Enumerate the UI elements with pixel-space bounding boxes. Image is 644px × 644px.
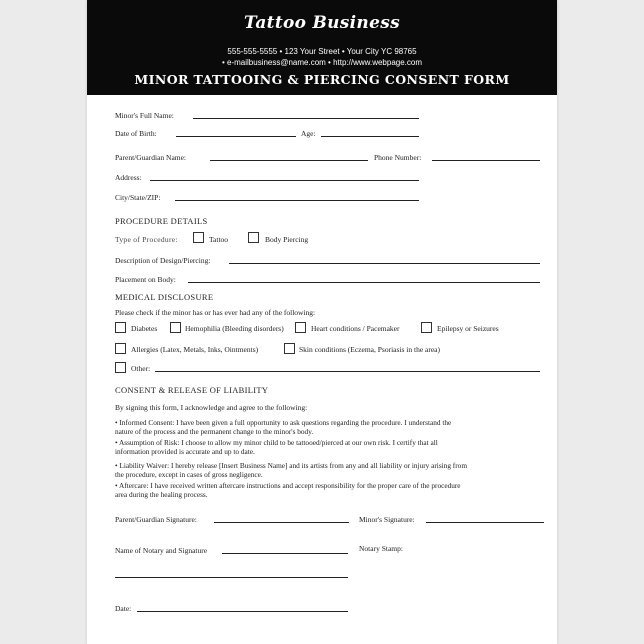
allergies-checkbox[interactable] [115,343,126,354]
consent-heading: CONSENT & RELEASE OF LIABILITY [115,385,269,395]
business-name: Tattoo Business [244,13,400,33]
contact-line-2: • e-mailbusiness@name.com • http://www.webpage.com [221,58,423,67]
diabetes-checkbox[interactable] [115,322,126,333]
tattoo-option-label: Tattoo [209,235,229,244]
liability-waiver-line-2: the procedure, except in cases of gross negligence. [115,470,263,479]
assumption-of-risk-line-1: • Assumption of Risk: I choose to allow my minor child to be tattooed/pierced at our own risk. I certify that all [115,438,438,447]
hemophilia-checkbox[interactable] [170,322,181,333]
consent-intro: By signing this form, I acknowledge and agree to the following: [115,403,308,412]
placement-field[interactable] [188,282,540,283]
hemophilia-label: Hemophilia (Bleeding disorders) [185,324,284,333]
informed-consent-line-2: nature of the process and the permanent change to the minor's body. [115,427,314,436]
dob-field[interactable] [176,136,296,137]
procedure-heading: PROCEDURE DETAILS [115,216,208,226]
assumption-of-risk-line-2: information provided is accurate and up to date. [115,447,255,456]
guardian-signature-field[interactable] [214,522,349,523]
form-header [87,0,557,95]
notary-signature-field[interactable] [115,577,348,578]
allergies-label: Allergies (Latex, Metals, Inks, Ointments) [131,345,259,354]
guardian-signature-label: Parent/Guardian Signature: [115,515,197,524]
heart-conditions-checkbox[interactable] [295,322,306,333]
other-field[interactable] [155,371,540,372]
address-field[interactable] [150,180,419,181]
epilepsy-label: Epilepsy or Seizures [437,324,499,333]
notary-stamp-label: Notary Stamp: [359,544,403,553]
address-label: Address: [115,173,142,182]
minor-signature-field[interactable] [426,522,544,523]
description-field[interactable] [229,263,540,264]
heart-conditions-label: Heart conditions / Pacemaker [311,324,400,333]
informed-consent-line-1: • Informed Consent: I have been given a full opportunity to ask questions regarding the procedure. I understand the [115,418,452,427]
medical-heading: MEDICAL DISCLOSURE [115,292,214,302]
body-piercing-checkbox[interactable] [248,232,259,243]
form-title: MINOR TATTOOING & PIERCING CONSENT FORM [134,72,510,87]
age-label: Age: [301,129,316,138]
contact-line-1: 555-555-5555 • 123 Your Street • Your City YC 98765 [227,47,417,56]
notary-name-label: Name of Notary and Signature [115,546,208,555]
tattoo-checkbox[interactable] [193,232,204,243]
minor-name-field[interactable] [193,118,419,119]
minor-signature-label: Minor's Signature: [359,515,415,524]
epilepsy-checkbox[interactable] [421,322,432,333]
diabetes-label: Diabetes [131,324,158,333]
skin-conditions-label: Skin conditions (Eczema, Psoriasis in the area) [299,345,441,354]
guardian-name-field[interactable] [210,160,368,161]
placement-label: Placement on Body: [115,275,176,284]
aftercare-line-1: • Aftercare: I have received written aftercare instructions and accept responsibility for the proper care of the procedure [115,481,461,490]
skin-conditions-checkbox[interactable] [284,343,295,354]
other-checkbox[interactable] [115,362,126,373]
medical-intro: Please check if the minor has or has ever had any of the following: [115,308,316,317]
body-piercing-option-label: Body Piercing [265,235,309,244]
dob-label: Date of Birth: [115,129,157,138]
date-label: Date: [115,604,132,613]
description-label: Description of Design/Piercing: [115,256,211,265]
city-field[interactable] [175,200,419,201]
age-field[interactable] [321,136,419,137]
guardian-name-label: Parent/Guardian Name: [115,153,187,162]
consent-form-sheet [87,0,557,644]
minor-name-label: Minor's Full Name: [115,111,174,120]
city-label: City/State/ZIP: [115,193,161,202]
liability-waiver-line-1: • Liability Waiver: I hereby release [Insert Business Name] and its artists from any and all liability or injury arising from [115,461,467,470]
phone-label: Phone Number: [374,153,422,162]
date-field[interactable] [137,611,348,612]
notary-name-field[interactable] [222,553,348,554]
phone-field[interactable] [432,160,540,161]
procedure-type-label: Type of Procedure: [115,235,178,244]
other-label: Other: [131,364,151,373]
aftercare-line-2: area during the healing process. [115,490,208,499]
